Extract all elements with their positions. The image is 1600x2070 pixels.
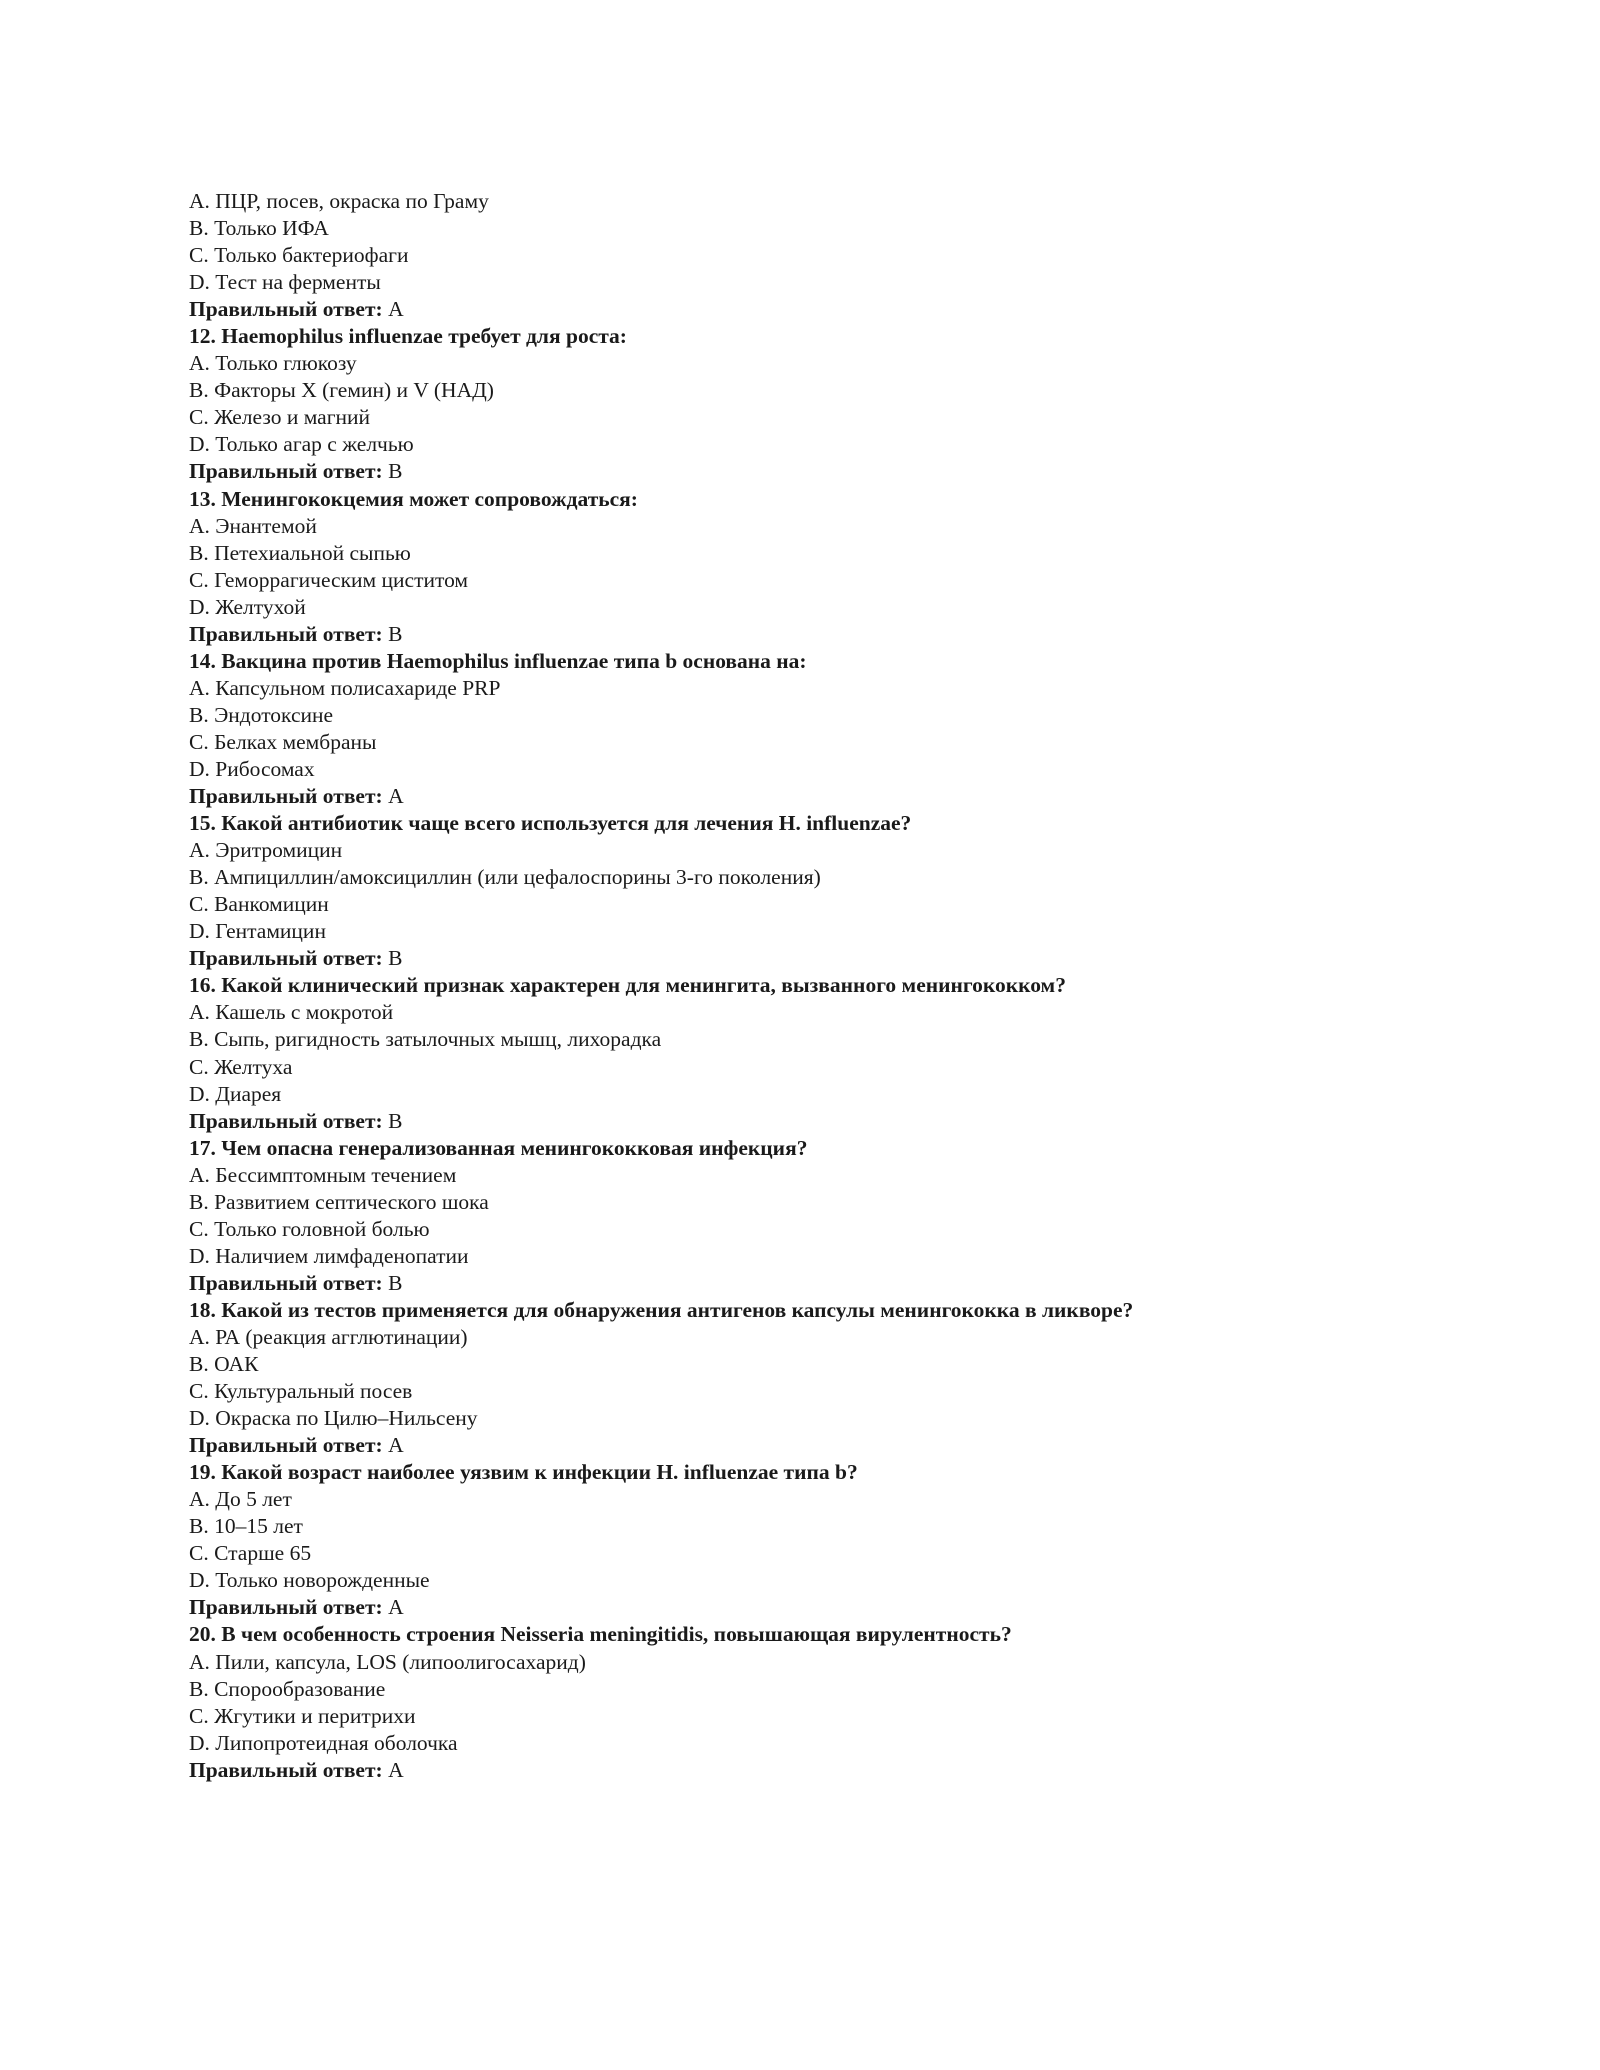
option-c: C. Белках мембраны	[189, 729, 377, 754]
correct-answer-value: A	[382, 1433, 404, 1458]
option-a: A. Только глюкозу	[189, 351, 357, 376]
option-c: C. Только бактериофаги	[189, 243, 409, 268]
correct-answer-label: Правильный ответ:	[189, 784, 383, 809]
option-c: C. Старше 65	[189, 1541, 312, 1566]
option-a: A. Энантемой	[189, 513, 317, 538]
question-block	[189, 810, 1489, 972]
correct-answer-value: B	[382, 621, 403, 646]
option-d: D. Окраска по Цилю–Нильсену	[189, 1406, 478, 1431]
question-title: 17. Чем опасна генерализованная менингококковая инфекция?	[189, 1135, 808, 1160]
correct-answer	[189, 945, 1489, 972]
option-d: D. Наличием лимфаденопатии	[189, 1243, 469, 1268]
option-b: B. Ампициллин/амоксициллин (или цефалоспорины 3-го поколения)	[189, 865, 821, 890]
correct-answer-label: Правильный ответ:	[189, 1757, 383, 1782]
option-a: A. Пили, капсула, LOS (липоолигосахарид)	[189, 1649, 586, 1674]
option-c: C. Только головной болью	[189, 1216, 430, 1241]
option-c: C. Желтуха	[189, 1054, 293, 1079]
question-title: 18. Какой из тестов применяется для обнаружения антигенов капсулы менингококка в ликворе?	[189, 1297, 1134, 1322]
document-page	[189, 188, 1489, 1784]
option-c: C. Культуральный посев	[189, 1379, 413, 1404]
question-title: 16. Какой клинический признак характерен для менингита, вызванного менингококком?	[189, 973, 1066, 998]
option-a: A. До 5 лет	[189, 1487, 292, 1512]
question-title: 13. Менингококцемия может сопровождаться:	[189, 486, 638, 511]
question-title: 19. Какой возраст наиболее уязвим к инфекции H. influenzae типа b?	[189, 1460, 858, 1485]
option-d: D. Только агар с желчью	[189, 432, 414, 457]
correct-answer-label: Правильный ответ:	[189, 1595, 383, 1620]
correct-answer-label: Правильный ответ:	[189, 1270, 383, 1295]
correct-answer-value: B	[382, 946, 403, 971]
option-a: A. РА (реакция агглютинации)	[189, 1324, 468, 1349]
option-d: D. Рибосомах	[189, 756, 315, 781]
correct-answer-value: A	[382, 297, 404, 322]
correct-answer	[189, 1270, 1489, 1297]
option-b: B. Сыпь, ригидность затылочных мышц, лихорадка	[189, 1027, 662, 1052]
question-title: 20. В чем особенность строения Neisseria meningitidis, повышающая вирулентность?	[189, 1622, 1012, 1647]
correct-answer-value: B	[382, 1270, 403, 1295]
option-c: C. Железо и магний	[189, 405, 371, 430]
option-b: B. Развитием септического шока	[189, 1189, 489, 1214]
correct-answer	[189, 1432, 1489, 1459]
correct-answer	[189, 1757, 1489, 1784]
correct-answer-label: Правильный ответ:	[189, 1108, 383, 1133]
option-a: A. Капсульном полисахариде PRP	[189, 675, 501, 700]
correct-answer	[189, 458, 1489, 485]
question-block	[189, 486, 1489, 648]
option-d: D. Желтухой	[189, 594, 306, 619]
correct-answer-label: Правильный ответ:	[189, 459, 383, 484]
question-title: 14. Вакцина против Haemophilus influenzae типа b основана на:	[189, 648, 807, 673]
option-d: D. Только новорожденные	[189, 1568, 430, 1593]
option-b: B. ОАК	[189, 1352, 259, 1377]
question-block	[189, 323, 1489, 485]
correct-answer-label: Правильный ответ:	[189, 946, 383, 971]
correct-answer	[189, 783, 1489, 810]
option-d: D. Диарея	[189, 1081, 282, 1106]
option-b: B. Спорообразование	[189, 1676, 386, 1701]
correct-answer-label: Правильный ответ:	[189, 621, 383, 646]
question-block	[189, 1297, 1489, 1459]
option-a: A. Кашель с мокротой	[189, 1000, 394, 1025]
question-title: 15. Какой антибиотик чаще всего используется для лечения H. influenzae?	[189, 811, 912, 836]
correct-answer-value: B	[382, 1108, 403, 1133]
option-d: D. Гентамицин	[189, 919, 326, 944]
option-b: B. Факторы X (гемин) и V (НАД)	[189, 378, 494, 403]
question-block	[189, 648, 1489, 810]
correct-answer-label: Правильный ответ:	[189, 297, 383, 322]
correct-answer-label: Правильный ответ:	[189, 1433, 383, 1458]
correct-answer	[189, 1594, 1489, 1621]
option-b: B. Петехиальной сыпью	[189, 540, 411, 565]
option-c: C. Геморрагическим циститом	[189, 567, 469, 592]
option-a: A. Эритромицин	[189, 838, 343, 863]
option-a: A. ПЦР, посев, окраска по Граму	[189, 189, 489, 213]
option-a: A. Бессимптомным течением	[189, 1162, 457, 1187]
question-block	[189, 1459, 1489, 1621]
correct-answer	[189, 296, 1489, 323]
correct-answer-value: A	[382, 1595, 404, 1620]
option-b: B. Эндотоксине	[189, 702, 334, 727]
option-c: C. Ванкомицин	[189, 892, 329, 917]
option-b: B. 10–15 лет	[189, 1514, 303, 1539]
option-c: C. Жгутики и перитрихи	[189, 1703, 416, 1728]
question-list	[189, 323, 1489, 1784]
question-block	[189, 1135, 1489, 1297]
correct-answer-value: B	[382, 459, 403, 484]
question-title: 12. Haemophilus influenzae требует для роста:	[189, 324, 627, 349]
question-block	[189, 1621, 1489, 1783]
question-block	[189, 972, 1489, 1134]
option-d: D. Тест на ферменты	[189, 270, 381, 295]
correct-answer-value: A	[382, 784, 404, 809]
question-11-tail	[189, 188, 1489, 323]
option-b: B. Только ИФА	[189, 216, 329, 241]
option-d: D. Липопротеидная оболочка	[189, 1730, 458, 1755]
correct-answer-value: A	[382, 1757, 404, 1782]
correct-answer	[189, 1108, 1489, 1135]
correct-answer	[189, 621, 1489, 648]
